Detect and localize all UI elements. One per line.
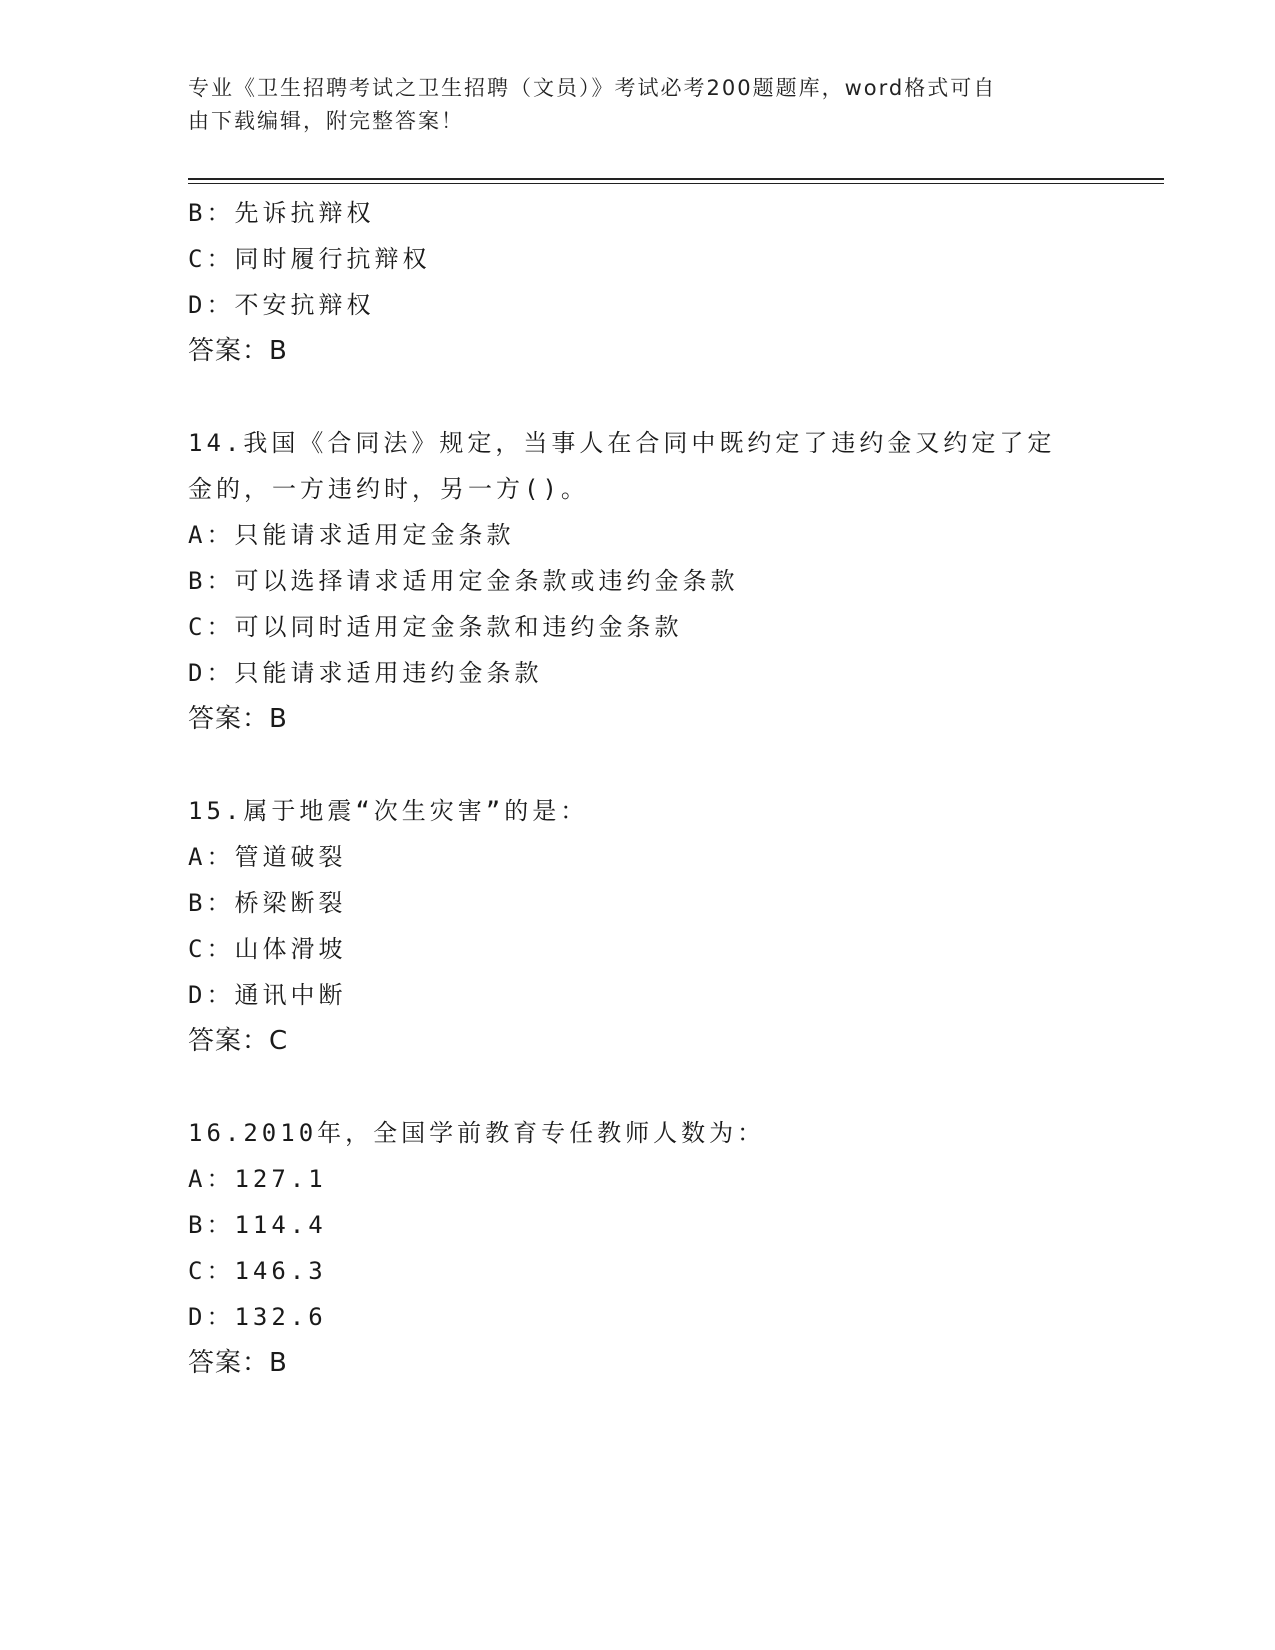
option-c: C：146.3 <box>188 1257 327 1285</box>
option-b: B：114.4 <box>188 1211 327 1239</box>
header-divider-thin <box>188 183 1164 184</box>
question-13-continued <box>188 190 1088 374</box>
question-stem-line-1: 14.我国《合同法》规定，当事人在合同中既约定了违约金又约定了定 <box>188 429 1056 457</box>
option-d: D：不安抗辩权 <box>188 291 375 319</box>
question-14 <box>188 420 1088 742</box>
option-c: C：可以同时适用定金条款和违约金条款 <box>188 613 683 641</box>
option-d: D：通讯中断 <box>188 981 347 1009</box>
option-a: A：只能请求适用定金条款 <box>188 521 515 549</box>
answer-label: 答案：B <box>188 704 288 734</box>
answer-label: 答案：C <box>188 1026 289 1056</box>
option-c: C：同时履行抗辩权 <box>188 245 431 273</box>
option-c: C：山体滑坡 <box>188 935 347 963</box>
header-divider-thick <box>188 178 1164 180</box>
question-stem: 15.属于地震“次生灾害”的是： <box>188 797 589 825</box>
option-a: A：管道破裂 <box>188 843 347 871</box>
option-b: B：可以选择请求适用定金条款或违约金条款 <box>188 567 739 595</box>
option-b: B：桥梁断裂 <box>188 889 347 917</box>
spacer <box>188 374 1088 420</box>
document-header <box>188 72 1068 138</box>
question-stem-line-2: 金的，一方违约时，另一方()。 <box>188 475 589 503</box>
question-15 <box>188 788 1088 1064</box>
option-b: B：先诉抗辩权 <box>188 199 375 227</box>
question-16 <box>188 1110 1088 1386</box>
question-stem: 16.2010年，全国学前教育专任教师人数为： <box>188 1119 766 1147</box>
answer-label: 答案：B <box>188 336 288 366</box>
option-d: D：只能请求适用违约金条款 <box>188 659 543 687</box>
spacer <box>188 742 1088 788</box>
option-d: D：132.6 <box>188 1303 327 1331</box>
answer-label: 答案：B <box>188 1348 288 1378</box>
spacer <box>188 1064 1088 1110</box>
question-list <box>188 190 1088 1386</box>
option-a: A：127.1 <box>188 1165 327 1193</box>
header-title-line-2: 由下载编辑，附完整答案！ <box>188 109 464 133</box>
header-title-line-1: 专业《卫生招聘考试之卫生招聘（文员）》考试必考200题题库，word格式可自 <box>188 76 997 100</box>
